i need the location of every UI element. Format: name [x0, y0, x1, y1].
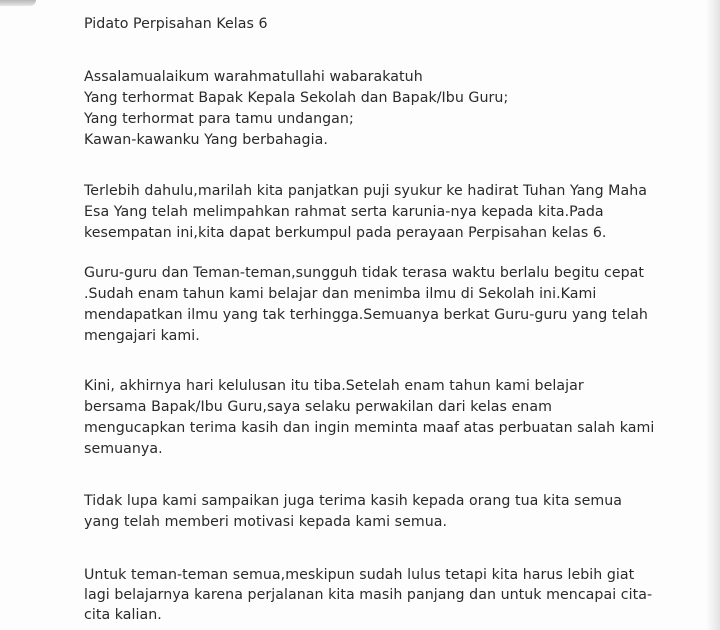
paragraph-3-line: bersama Bapak/Ibu Guru,saya selaku perwakilan dari kelas enam: [84, 399, 552, 415]
paragraph-2-line: mengajari kami.: [84, 328, 200, 344]
paragraph-4-line: Tidak lupa kami sampaikan juga terima kasih kepada orang tua kita semua: [84, 493, 623, 509]
paragraph-3-line: mengucapkan terima kasih dan ingin meminta maaf atas perbuatan salah kami: [84, 420, 655, 436]
paragraph-4-line: yang telah memberi motivasi kepada kami semua.: [84, 514, 448, 530]
page-edge-shadow: [706, 0, 720, 630]
greeting-line: Yang terhormat Bapak Kepala Sekolah dan Bapak/Ibu Guru;: [84, 90, 509, 106]
document-title: Pidato Perpisahan Kelas 6: [84, 16, 268, 32]
paragraph-1-line: Terlebih dahulu,marilah kita panjatkan puji syukur ke hadirat Tuhan Yang Maha: [84, 183, 648, 199]
paragraph-3-line: Kini, akhirnya hari kelulusan itu tiba.Setelah enam tahun kami belajar: [84, 378, 584, 394]
paragraph-3-line: semuanya.: [84, 441, 163, 457]
greeting-line: Kawan-kawanku Yang berbahagia.: [84, 132, 328, 148]
paragraph-1-line: kesempatan ini,kita dapat berkumpul pada perayaan Perpisahan kelas 6.: [84, 225, 607, 241]
paragraph-5-line: Untuk teman-teman semua,meskipun sudah lulus tetapi kita harus lebih giat: [84, 567, 635, 583]
paragraph-2-line: Guru-guru dan Teman-teman,sungguh tidak terasa waktu berlalu begitu cepat: [84, 265, 645, 281]
page-corner-shadow: [0, 0, 36, 6]
paragraph-5-line: lagi belajarnya karena perjalanan kita masih panjang dan untuk mencapai cita-: [84, 587, 653, 603]
paragraph-2-line: .Sudah enam tahun kami belajar dan menimba ilmu di Sekolah ini.Kami: [84, 286, 597, 302]
greeting-line: Assalamualaikum warahmatullahi wabarakatuh: [84, 69, 423, 85]
paragraph-5-line: cita kalian.: [84, 607, 162, 623]
paragraph-1-line: Esa Yang telah melimpahkan rahmat serta karunia-nya kepada kita.Pada: [84, 204, 604, 220]
paragraph-2-line: mendapatkan ilmu yang tak terhingga.Semuanya berkat Guru-guru yang telah: [84, 307, 648, 323]
greeting-line: Yang terhormat para tamu undangan;: [84, 111, 354, 127]
